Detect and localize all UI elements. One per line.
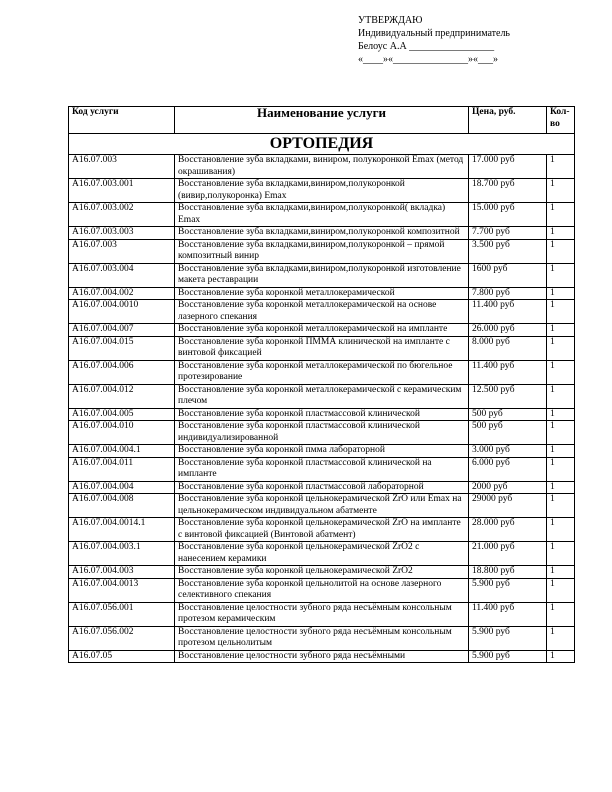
cell-qty: 1 [547,239,575,263]
cell-price: 7.700 руб [469,227,547,240]
cell-qty: 1 [547,626,575,650]
cell-qty: 1 [547,227,575,240]
cell-price: 18.800 руб [469,566,547,579]
table-row [69,227,575,240]
cell-qty: 1 [547,408,575,421]
cell-qty: 1 [547,445,575,458]
cell-price: 15.000 руб [469,203,547,227]
table-row [69,300,575,324]
table-row [69,578,575,602]
table-row [69,155,575,179]
cell-qty: 1 [547,203,575,227]
cell-code: A16.07.004.007 [69,324,175,337]
cell-qty: 1 [547,542,575,566]
approval-title: УТВЕРЖДАЮ [358,15,423,26]
table-row [69,626,575,650]
table-row [69,239,575,263]
cell-name: Восстановление зуба вкладками,виниром,полукоронкой – прямой композитный винир [175,239,469,263]
cell-code: A16.07.004.004.1 [69,445,175,458]
table-row [69,602,575,626]
cell-qty: 1 [547,578,575,602]
cell-price: 5.900 руб [469,650,547,663]
cell-price: 11.400 руб [469,300,547,324]
cell-name: Восстановление зуба коронкой пмма лабораторной [175,445,469,458]
cell-price: 500 руб [469,421,547,445]
cell-qty: 1 [547,155,575,179]
header-name: Наименование услуги [175,107,469,134]
header-code: Код услуги [69,107,175,134]
cell-name: Восстановление зуба коронкой пластмассовой клинической [175,408,469,421]
cell-name: Восстановление зуба коронкой ПММА клинической на импланте с винтовой фиксацией [175,336,469,360]
cell-code: A16.07.004.011 [69,457,175,481]
cell-qty: 1 [547,421,575,445]
cell-code: A16.07.003 [69,239,175,263]
table-row [69,650,575,663]
cell-qty: 1 [547,457,575,481]
cell-code: A16.07.05 [69,650,175,663]
cell-price: 11.400 руб [469,360,547,384]
cell-price: 5.900 руб [469,578,547,602]
cell-price: 28.000 руб [469,518,547,542]
table-row [69,421,575,445]
table-row [69,518,575,542]
cell-code: A16.07.004.004 [69,481,175,494]
cell-price: 500 руб [469,408,547,421]
cell-price: 21.000 руб [469,542,547,566]
cell-qty: 1 [547,324,575,337]
cell-name: Восстановление зуба коронкой пластмассовой клинической на импланте [175,457,469,481]
cell-qty: 1 [547,179,575,203]
table-row [69,408,575,421]
cell-code: A16.07.003.001 [69,179,175,203]
cell-code: A16.07.003 [69,155,175,179]
cell-code: A16.07.056.001 [69,602,175,626]
cell-qty: 1 [547,263,575,287]
cell-name: Восстановление целостности зубного ряда несъёмным консольным протезом керамическим [175,602,469,626]
table-row [69,566,575,579]
cell-code: A16.07.003.004 [69,263,175,287]
cell-code: A16.07.004.003 [69,566,175,579]
cell-qty: 1 [547,518,575,542]
cell-code: A16.07.004.008 [69,494,175,518]
cell-code: A16.07.004.012 [69,384,175,408]
approval-date: «____»«_______________»«___» [358,54,498,65]
cell-qty: 1 [547,384,575,408]
cell-name: Восстановление зуба коронкой цельнокерамической ZrO или Emax на цельнокерамическом индивидуальном абатменте [175,494,469,518]
table-row [69,324,575,337]
table-row [69,360,575,384]
cell-price: 1600 руб [469,263,547,287]
cell-name: Восстановление зуба вкладками, виниром, полукоронкой Emax (метод окрашивания) [175,155,469,179]
cell-name: Восстановление зуба вкладками,виниром,полукоронкой композитной [175,227,469,240]
cell-name: Восстановление зуба коронкой металлокерамической по бюгельное протезирование [175,360,469,384]
cell-qty: 1 [547,481,575,494]
table-row [69,542,575,566]
cell-code: A16.07.004.006 [69,360,175,384]
cell-qty: 1 [547,602,575,626]
cell-price: 6.000 руб [469,457,547,481]
table-row [69,336,575,360]
table-row [69,494,575,518]
cell-code: A16.07.004.002 [69,287,175,300]
cell-code: A16.07.004.0010 [69,300,175,324]
cell-qty: 1 [547,566,575,579]
cell-price: 18.700 руб [469,179,547,203]
cell-price: 3.500 руб [469,239,547,263]
cell-price: 26.000 руб [469,324,547,337]
table-row [69,481,575,494]
cell-price: 3.000 руб [469,445,547,458]
cell-qty: 1 [547,650,575,663]
cell-price: 17.000 руб [469,155,547,179]
cell-code: A16.07.004.015 [69,336,175,360]
approval-signature: Белоус А.А _________________ [358,41,495,52]
cell-name: Восстановление целостности зубного ряда несъёмным консольным протезом цельнолитым [175,626,469,650]
table-row [69,445,575,458]
cell-code: A16.07.003.002 [69,203,175,227]
cell-qty: 1 [547,360,575,384]
header-qty: Кол-во [547,107,575,134]
table-row [69,179,575,203]
cell-name: Восстановление зуба коронкой цельнокерамической ZrO2 с нанесением керамики [175,542,469,566]
cell-qty: 1 [547,300,575,324]
cell-name: Восстановление зуба вкладками,виниром,полукоронкой (вивир,полукоронка) Emax [175,179,469,203]
cell-code: A16.07.003.003 [69,227,175,240]
cell-name: Восстановление целостности зубного ряда несъёмными [175,650,469,663]
cell-price: 11.400 руб [469,602,547,626]
price-table [68,106,575,663]
table-row [69,203,575,227]
table-row [69,384,575,408]
cell-name: Восстановление зуба коронкой металлокерамической на импланте [175,324,469,337]
cell-price: 8.000 руб [469,336,547,360]
cell-name: Восстановление зуба вкладками,виниром,полукоронкой изготовление макета реставрации [175,263,469,287]
cell-name: Восстановление зуба коронкой цельнолитой на основе лазерного селективного спекания [175,578,469,602]
cell-name: Восстановление зуба коронкой пластмассовой клинической индивидуализированной [175,421,469,445]
cell-code: A16.07.004.0013 [69,578,175,602]
price-table-body [69,134,575,663]
approval-block [358,14,510,66]
approval-position: Индивидуальный предприниматель [358,28,510,39]
cell-code: A16.07.004.003.1 [69,542,175,566]
cell-name: Восстановление зуба коронкой металлокерамической [175,287,469,300]
cell-name: Восстановление зуба коронкой пластмассовой лабораторной [175,481,469,494]
cell-qty: 1 [547,336,575,360]
cell-name: Восстановление зуба коронкой металлокерамической на основе лазерного спекания [175,300,469,324]
cell-price: 7.800 руб [469,287,547,300]
cell-price: 12.500 руб [469,384,547,408]
cell-price: 5.900 руб [469,626,547,650]
table-row [69,287,575,300]
table-row [69,263,575,287]
cell-code: A16.07.004.010 [69,421,175,445]
cell-name: Восстановление зуба вкладками,виниром,полукоронкой( вкладка) Emax [175,203,469,227]
section-title: ОРТОПЕДИЯ [69,134,575,155]
cell-qty: 1 [547,494,575,518]
cell-qty: 1 [547,287,575,300]
cell-name: Восстановление зуба коронкой цельнокерамической ZrO2 [175,566,469,579]
cell-price: 2000 руб [469,481,547,494]
cell-name: Восстановление зуба коронкой цельнокерамической ZrO на импланте с винтовой фиксацией (Винтовой абатмент) [175,518,469,542]
cell-price: 29000 руб [469,494,547,518]
cell-code: A16.07.056.002 [69,626,175,650]
header-price: Цена, руб. [469,107,547,134]
table-row [69,457,575,481]
cell-name: Восстановление зуба коронкой металлокерамической с керамическим плечом [175,384,469,408]
cell-code: A16.07.004.005 [69,408,175,421]
cell-code: A16.07.004.0014.1 [69,518,175,542]
